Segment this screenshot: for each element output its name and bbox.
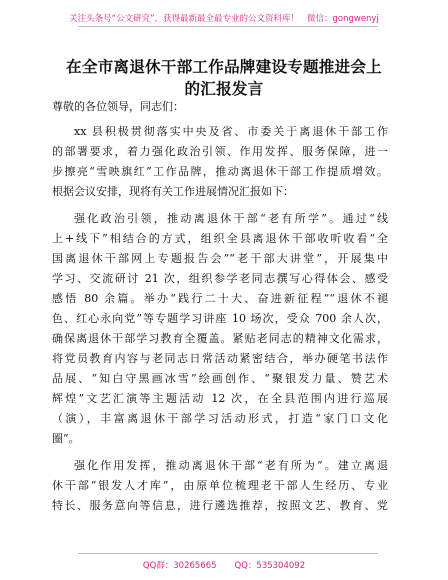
text-line: （演），丰富离退休干部学习活动形式，打造“家门口文化 <box>52 412 388 425</box>
text-line: 确保离退休干部学习教育全覆盖。紧贴老同志的精神文化需求， <box>52 332 388 345</box>
text-line: 品展、“知白守黑画冰雪”绘画创作、“聚银发力量、赞艺术 <box>52 372 388 385</box>
text-line: 休干部“银发人才库”，由原单位梳理老干部人生经历、专业 <box>52 479 388 492</box>
text-line: 感悟 80 余篇。举办“践行二十大、奋进新征程”“退休不褪 <box>52 292 388 305</box>
text-line: 步擦亮“雪映旗红”工作品牌，推动离退休干部工作提质增效。 <box>52 165 388 178</box>
header-divider <box>78 26 378 27</box>
text-line: 上+线下”相结合的方式，组织全县离退休干部收听收看“全 <box>52 232 388 245</box>
text-line: 强化政治引领，推动离退休干部“老有所学”。通过“线 <box>74 212 388 225</box>
title-line-1: 在全市离退休干部工作品牌建设专题推进会上 <box>66 58 382 76</box>
footer-divider <box>78 553 378 554</box>
text-line: 将党员教育内容与老同志日常活动紧密结合，举办硬笔书法作 <box>52 352 388 365</box>
header-banner <box>0 12 448 24</box>
document-title <box>30 56 418 100</box>
text-line: xx 县积极贯彻落实中央及省、市委关于离退休干部工作 <box>74 125 388 138</box>
text-line: 根据会议安排，现将有关工作进展情况汇报如下： <box>52 185 294 198</box>
paragraph-1 <box>52 122 388 202</box>
paragraph-3 <box>52 456 388 516</box>
text-line: 学习、交流研讨 21 次，组织参学老同志撰写心得体会、感受 <box>52 272 388 285</box>
text-line: 色、红心永向党”等专题学习讲座 10 场次，受众 700 余人次， <box>52 312 388 325</box>
salutation: 尊敬的各位领导，同志们： <box>52 100 184 113</box>
text-line: 强化作用发挥，推动离退休干部“老有所为”。建立离退 <box>74 459 388 472</box>
banner-wechat: 微信：gongwenyj <box>306 14 379 24</box>
title-line-2: 的汇报发言 <box>184 80 264 98</box>
text-line: 国离退休干部网上专题报告会”“老干部大讲堂”，开展集中 <box>52 252 388 265</box>
paragraph-2 <box>52 209 388 449</box>
footer-contact <box>0 559 448 571</box>
text-line: 的部署要求，着力强化政治引领、作用发挥、服务保障，进一 <box>52 145 388 158</box>
text-line: 特长、服务意向等信息，进行遴选推荐，按照文艺、教育、党 <box>52 499 388 512</box>
footer-qq-group: QQ群：30265665 <box>142 561 217 571</box>
document-body <box>52 98 388 523</box>
footer-qq: QQ：535304092 <box>234 561 306 571</box>
text-line: 辉煌”文艺汇演等主题活动 12 次，在全县范围内进行巡展 <box>52 392 388 405</box>
text-line: 圈”。 <box>52 432 80 445</box>
banner-slogan: 关注头条号“公文研究”，获得最新最全最专业的公文资料库！ <box>69 14 299 24</box>
